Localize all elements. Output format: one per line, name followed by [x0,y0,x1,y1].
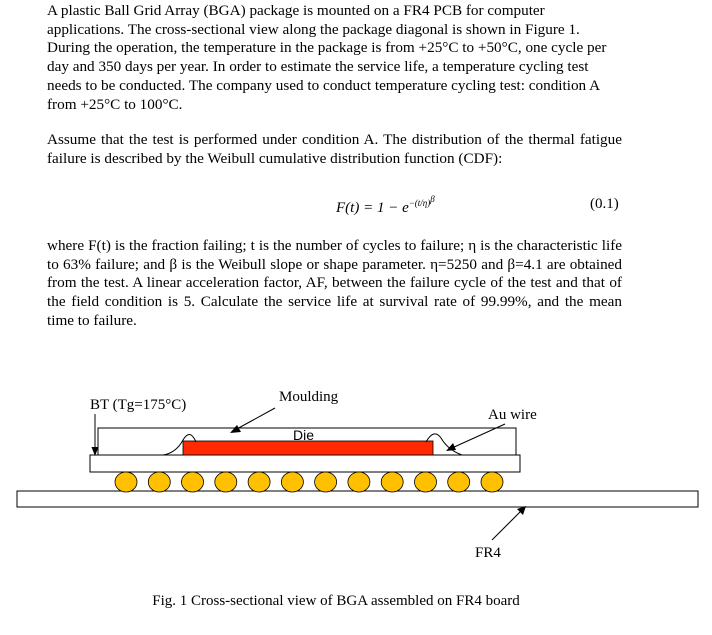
fr4-board [17,491,698,507]
solder-ball [415,472,437,492]
problem-paragraph-3: where F(t) is the fraction failing; t is the number of cycles to failure; η is the characteristic life to 63% failure; and β is the Weibull slope or shape parameter. η=5250 and β=4.1 are obtained from the test. A linear acceleration factor, AF, between the failure cycle of the test and that of the field condition is 5. Calculate the service life at survival rate of 99.99%, and the mean time to failure. [47,237,622,329]
figure-caption: Fig. 1 Cross-sectional view of BGA assembled on FR4 board [152,593,520,609]
solder-ball [481,472,503,492]
moulding-label: Moulding [279,389,339,405]
moulding-arrow [235,408,275,430]
fr4-label: FR4 [475,545,501,561]
formula-lhs: F(t) = 1 − e [336,200,409,216]
equation-number: (0.1) [590,196,619,212]
die [183,441,433,455]
bt-label: BT (Tg=175°C) [90,397,187,413]
weibull-formula [336,194,435,217]
fr4-arrow [492,510,522,540]
bt-substrate [90,455,520,472]
die-label: Die [293,427,315,443]
solder-ball [315,472,337,492]
solder-ball [248,472,270,492]
formula-exponent: −(t/η)β [408,194,435,208]
problem-paragraph-2: Assume that the test is performed under condition A. The distribution of the thermal fatigue failure is described by the Weibull cumulative distribution function (CDF): [47,131,622,167]
bga-cross-section-figure [0,380,712,590]
solder-ball [182,472,204,492]
solder-ball [448,472,470,492]
problem-paragraph-1: A plastic Ball Grid Array (BGA) package is mounted on a FR4 PCB for computer applications. The cross-sectional view along the package diagonal is shown in Figure 1. During the operation, the temperature in the package is from +25°C to +50°C, one cycle per day and 350 days per year. In order to estimate the service life, a temperature cycling test needs to be conducted. The company used to conduct temperature cycling test: condition A from +25°C to 100°C. [47,2,607,113]
solder-ball [148,472,170,492]
solder-balls [115,472,503,492]
solder-ball [348,472,370,492]
solder-ball [381,472,403,492]
au-wire-label: Au wire [488,407,537,423]
solder-ball [215,472,237,492]
solder-ball [115,472,137,492]
solder-ball [281,472,303,492]
